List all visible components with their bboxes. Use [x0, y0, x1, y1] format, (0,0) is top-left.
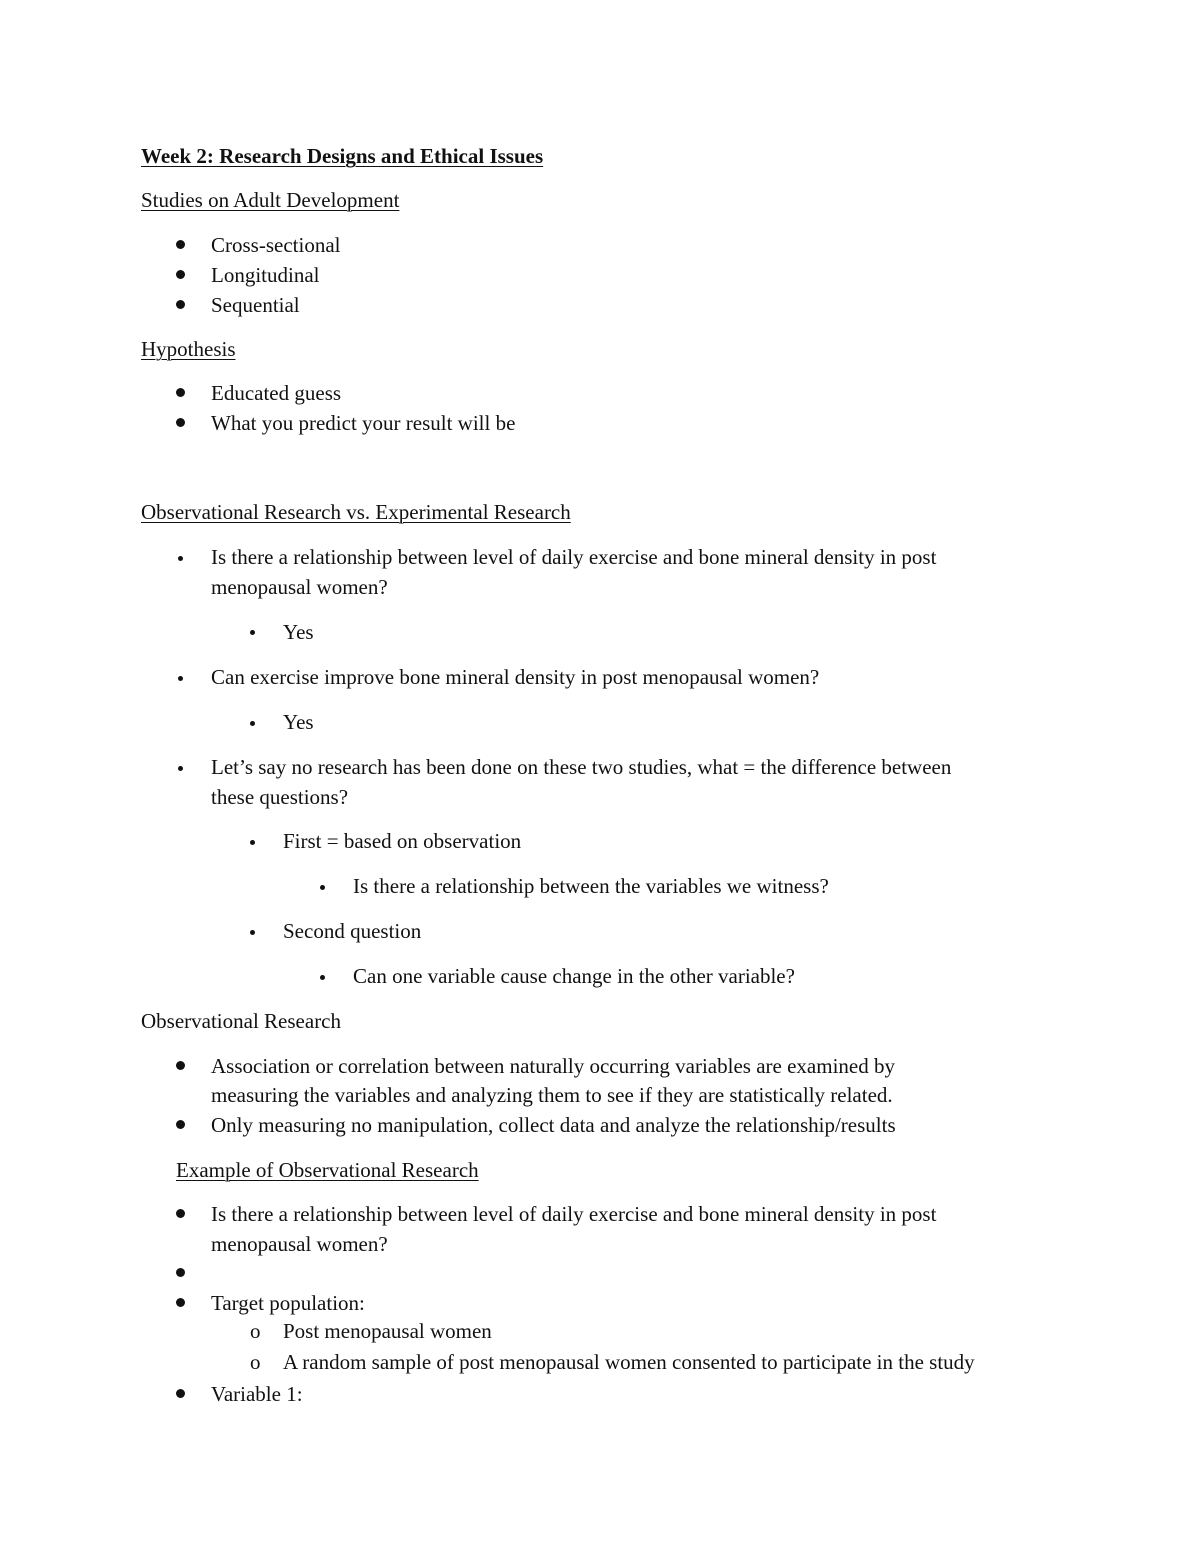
list-item: What you predict your result will be	[211, 411, 516, 435]
list-item: Is there a relationship between the variables we witness?	[353, 874, 829, 898]
bullet-icon	[176, 300, 185, 309]
list-item: Variable 1:	[211, 1382, 303, 1406]
list-item-continued: menopausal women?	[211, 1232, 388, 1256]
list-item: Sequential	[211, 293, 300, 317]
list-item: Yes	[283, 710, 314, 734]
list-item: Cross-sectional	[211, 233, 341, 257]
sub-list-item: Post menopausal women	[283, 1319, 492, 1343]
bullet-icon	[176, 1120, 185, 1129]
list-item-continued: measuring the variables and analyzing them to see if they are statistically related.	[211, 1083, 893, 1107]
list-item-continued: menopausal women?	[211, 575, 388, 599]
list-item: Is there a relationship between level of daily exercise and bone mineral density in post	[211, 1202, 937, 1226]
list-item: Target population:	[211, 1291, 365, 1315]
page-title: Week 2: Research Designs and Ethical Issues	[141, 144, 544, 168]
bullet-icon	[176, 240, 185, 249]
bullet-icon	[320, 885, 325, 890]
list-item: Can exercise improve bone mineral density in post menopausal women?	[211, 665, 820, 689]
bullet-icon	[176, 1061, 185, 1070]
section-heading-obs-research: Observational Research	[141, 1009, 342, 1033]
section-heading-example: Example of Observational Research	[176, 1158, 479, 1182]
list-item: Second question	[283, 919, 422, 943]
bullet-icon	[320, 975, 325, 980]
section-heading-hypothesis: Hypothesis	[141, 337, 236, 361]
section-heading-obs-vs-exp: Observational Research vs. Experimental Research	[141, 500, 571, 524]
bullet-icon	[250, 930, 255, 935]
list-item: Is there a relationship between level of daily exercise and bone mineral density in post	[211, 545, 937, 569]
bullet-icon	[176, 1268, 185, 1277]
list-item: Yes	[283, 620, 314, 644]
sub-list-item: A random sample of post menopausal women consented to participate in the study	[283, 1350, 975, 1374]
list-item: Let’s say no research has been done on these two studies, what = the difference between	[211, 755, 952, 779]
list-item: Only measuring no manipulation, collect data and analyze the relationship/results	[211, 1113, 896, 1137]
bullet-icon	[178, 556, 183, 561]
bullet-icon	[250, 840, 255, 845]
bullet-icon	[178, 766, 183, 771]
bullet-icon	[176, 1389, 185, 1398]
bullet-icon	[178, 676, 183, 681]
section-heading-adult-development: Studies on Adult Development	[141, 188, 400, 212]
bullet-icon	[176, 1298, 185, 1307]
bullet-icon	[250, 630, 255, 635]
bullet-icon	[176, 388, 185, 397]
sub-bullet-icon: o	[250, 1319, 261, 1343]
list-item-continued: these questions?	[211, 785, 349, 809]
sub-bullet-icon: o	[250, 1350, 261, 1374]
bullet-icon	[176, 418, 185, 427]
list-item: Can one variable cause change in the other variable?	[353, 964, 795, 988]
list-item: First = based on observation	[283, 829, 522, 853]
bullet-icon	[176, 1209, 185, 1218]
list-item: Longitudinal	[211, 263, 320, 287]
list-item: Educated guess	[211, 381, 342, 405]
list-item: Association or correlation between naturally occurring variables are examined by	[211, 1054, 895, 1078]
bullet-icon	[176, 270, 185, 279]
bullet-icon	[250, 721, 255, 726]
